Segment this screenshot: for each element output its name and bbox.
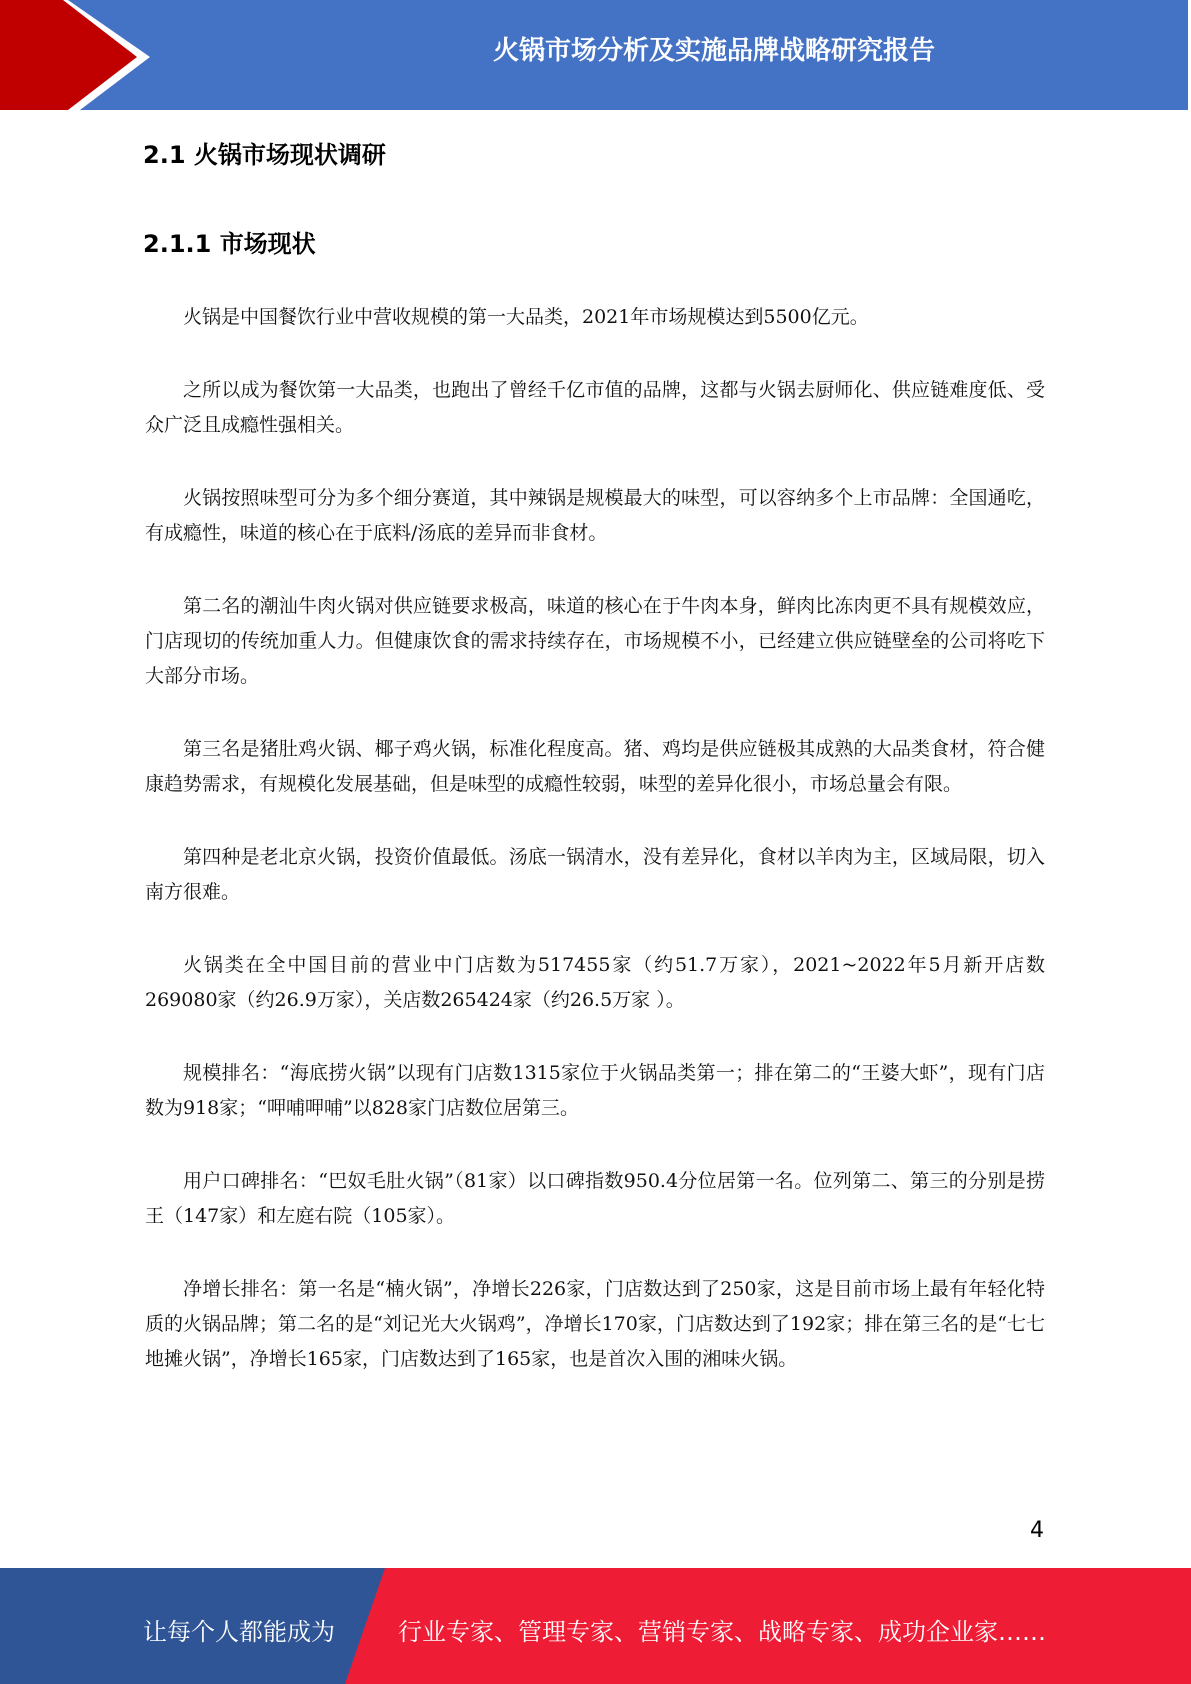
paragraph: 火锅是中国餐饮行业中营收规模的第一大品类，2021年市场规模达到5500亿元。 (183, 306, 869, 328)
footer-slogan-left: 让每个人都能成为 (143, 1618, 335, 1646)
paragraph: 之所以成为餐饮第一大品类，也跑出了曾经千亿市值的品牌，这都与火锅去厨师化、供应链难度低、受众广泛且成瘾性强相关。 (145, 379, 1045, 436)
paragraph: 第四种是老北京火锅，投资价值最低。汤底一锅清水，没有差异化，食材以羊肉为主，区域局限，切入南方很难。 (145, 846, 1045, 903)
page-number: 4 (1030, 1518, 1044, 1543)
section-heading: 2.1 火锅市场现状调研 (143, 141, 386, 169)
page-header (0, 0, 1188, 110)
subsection-heading: 2.1.1 市场现状 (143, 230, 316, 258)
paragraph: 规模排名：“海底捞火锅”以现有门店数1315家位于火锅品类第一；排在第二的“王婆大虾”，现有门店数为918家；“呷哺呷哺”以828家门店数位居第三。 (145, 1062, 1045, 1119)
paragraph: 第二名的潮汕牛肉火锅对供应链要求极高，味道的核心在于牛肉本身，鲜肉比冻肉更不具有规模效应，门店现切的传统加重人力。但健康饮食的需求持续存在，市场规模不小，已经建立供应链壁垒的公司将吃下大部分市场。 (145, 595, 1045, 687)
body-text (145, 300, 1045, 1415)
page-footer (0, 1568, 1191, 1684)
header-red-chevron (0, 0, 140, 110)
report-title: 火锅市场分析及实施品牌战略研究报告 (492, 36, 935, 66)
footer-slogan-right: 行业专家、管理专家、营销专家、战略专家、成功企业家…… (398, 1618, 1046, 1646)
paragraph: 第三名是猪肚鸡火锅、椰子鸡火锅，标准化程度高。猪、鸡均是供应链极其成熟的大品类食材，符合健康趋势需求，有规模化发展基础，但是味型的成瘾性较弱，味型的差异化很小，市场总量会有限。 (145, 738, 1045, 795)
paragraph: 用户口碑排名：“巴奴毛肚火锅”（81家）以口碑指数950.4分位居第一名。位列第二、第三的分别是捞王（147家）和左庭右院（105家）。 (145, 1170, 1045, 1227)
paragraph: 净增长排名：第一名是“楠火锅”，净增长226家，门店数达到了250家，这是目前市场上最有年轻化特质的火锅品牌；第二名的是“刘记光大火锅鸡”，净增长170家，门店数达到了192家；排在第三名的是“七七地摊火锅”，净增长165家，门店数达到了165家，也是首次入围的湘味火锅。 (145, 1278, 1045, 1370)
paragraph: 火锅类在全中国目前的营业中门店数为517455家（约51.7万家），2021~2022年5月新开店数269080家（约26.9万家），关店数265424家（约26.5万家 ）。 (145, 954, 1045, 1011)
paragraph: 火锅按照味型可分为多个细分赛道，其中辣锅是规模最大的味型，可以容纳多个上市品牌：全国通吃，有成瘾性，味道的核心在于底料/汤底的差异而非食材。 (145, 487, 1045, 544)
